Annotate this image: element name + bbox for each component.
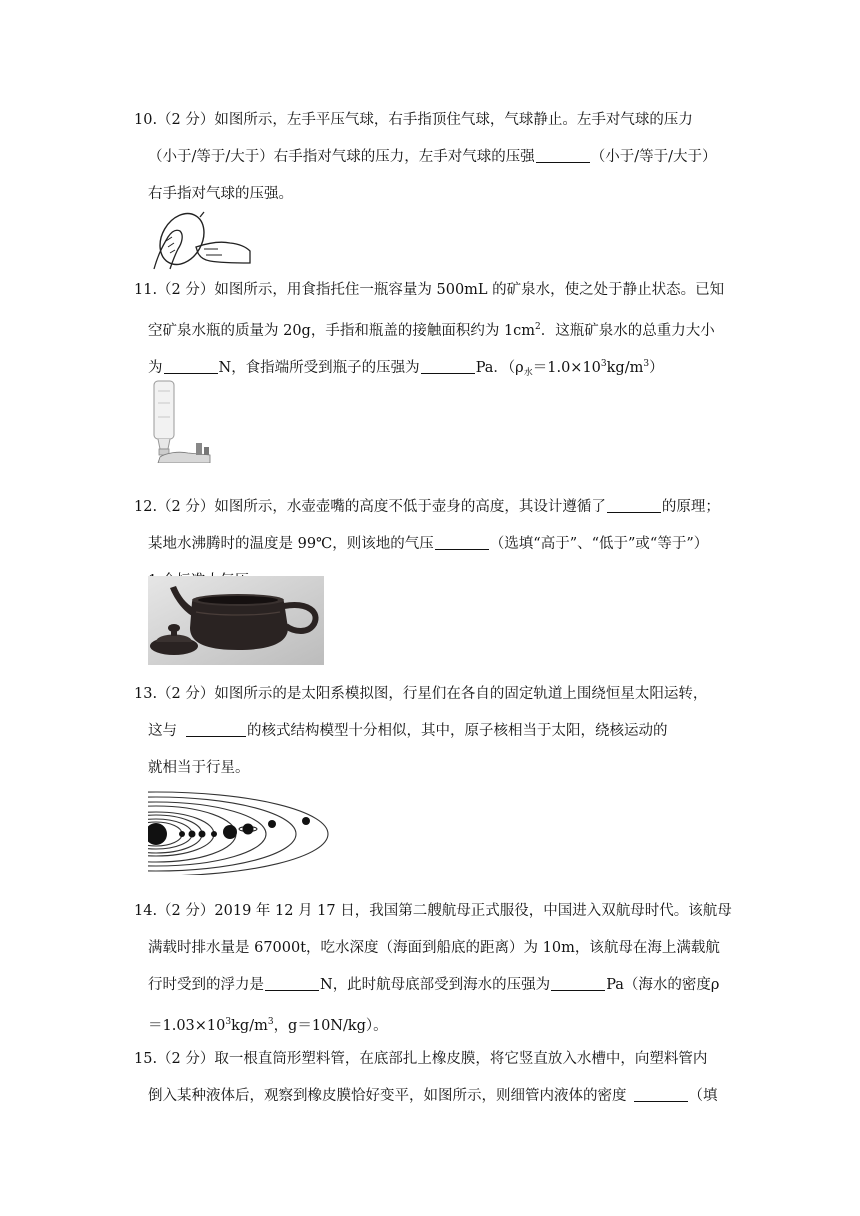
- question-14: [134, 893, 734, 1041]
- answer-blank[interactable]: [186, 719, 246, 737]
- q12-line-1: 12.（2 分）如图所示，水壶壶嘴的高度不低于壶身的高度，其设计遵循了 的原理；: [134, 489, 734, 526]
- q12-line-2: 某地水沸腾时的温度是 99℃，则该地的气压 （选填“高于”、“低于”或“等于”）: [134, 526, 734, 563]
- q11-line-3: 为 N，食指端所受到瓶子的压强为 Pa．$(\rho_水=1.0\times 10^3kg/m^3)$: [134, 346, 734, 383]
- answer-blank[interactable]: [536, 145, 590, 163]
- q10-line-3: 右手指对气球的压强。: [148, 186, 293, 202]
- q10-line-1: 10.（2 分）如图所示，左手平压气球，右手指顶住气球，气球静止。左手对气球的压力: [134, 112, 693, 128]
- q14-line-2: 满载时排水量是 67000t，吃水深度（海面到船底的距离）为 10m，该航母在海上满载航: [148, 940, 720, 956]
- question-13: [134, 676, 734, 787]
- question-15: [134, 1041, 734, 1115]
- q14-line-4: $=1.03\times 10^3kg/m^3$，g＝10N/kg）。: [148, 1017, 388, 1034]
- q13-line-1: 13.（2 分）如图所示的是太阳系模拟图，行星们在各自的固定轨道上围绕恒星太阳运转，: [134, 686, 708, 702]
- q15-line-1: 15.（2 分）取一根直筒形塑料管，在底部扎上橡皮膜，将它竖直放入水槽中，向塑料管内: [134, 1051, 708, 1067]
- water-bottle-figure: [148, 377, 218, 463]
- q10-line-2: （小于/等于/大于）右手指对气球的压力，左手对气球的压强 （小于/等于/大于）: [134, 139, 734, 176]
- answer-blank[interactable]: [421, 356, 475, 374]
- answer-blank[interactable]: [265, 973, 319, 991]
- balloon-figure: [148, 207, 252, 271]
- q11-line-1: 11.（2 分）如图所示，用食指托住一瓶容量为 500mL 的矿泉水，使之处于静止状态。已知: [134, 282, 725, 298]
- question-11: [134, 272, 734, 383]
- q11-line-2: 空矿泉水瓶的质量为 20g，手指和瓶盖的接触面积约为 $1cm^2$．这瓶矿泉水的总重力大小: [148, 322, 715, 339]
- answer-blank[interactable]: [634, 1084, 688, 1102]
- answer-blank[interactable]: [164, 356, 218, 374]
- teapot-figure: [148, 576, 324, 665]
- question-10: [134, 102, 734, 213]
- q13-line-2: 这与 的核式结构模型十分相似，其中，原子核相当于太阳，绕核运动的: [134, 713, 734, 750]
- q14-line-1: 14.（2 分）2019 年 12 月 17 日，我国第二艘航母正式服役，中国进入双航母时代。该航母: [134, 903, 732, 919]
- answer-blank[interactable]: [551, 973, 605, 991]
- answer-blank[interactable]: [435, 532, 489, 550]
- q14-line-3: 行时受到的浮力是 N，此时航母底部受到海水的压强为 Pa（海水的密度ρ: [134, 967, 734, 1004]
- q13-line-3: 就相当于行星。: [148, 760, 250, 776]
- solar-system-figure: [148, 789, 338, 875]
- q15-line-2: 倒入某种液体后，观察到橡皮膜恰好变平，如图所示，则细管内液体的密度 （填: [134, 1078, 734, 1115]
- answer-blank[interactable]: [607, 495, 661, 513]
